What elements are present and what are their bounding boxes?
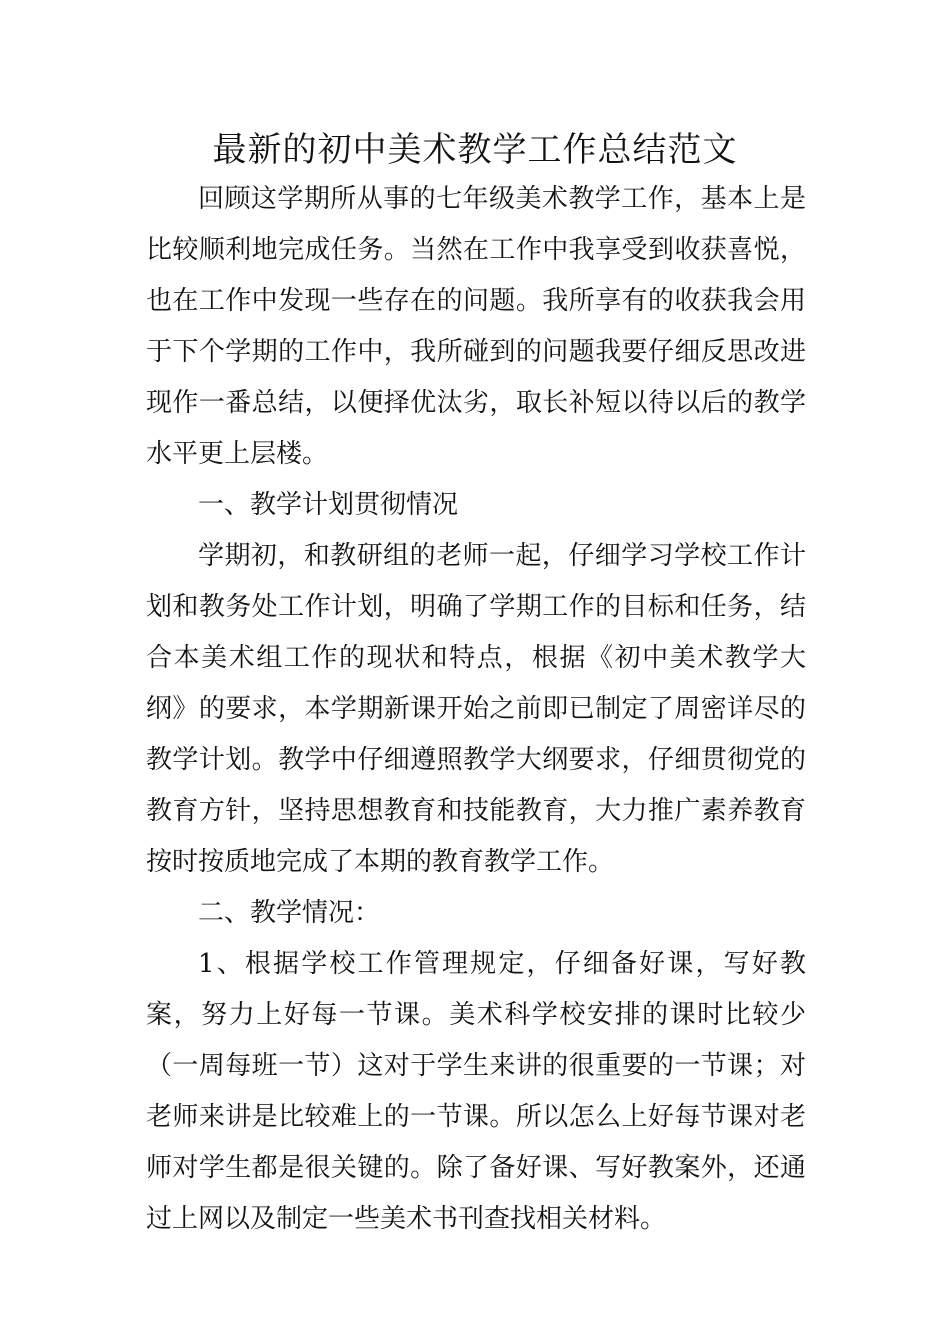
- document-title: 最新的初中美术教学工作总结范文: [212, 130, 738, 170]
- paragraph-plan: 学期初，和教研组的老师一起，仔细学习学校工作计划和教务处工作计划，明确了学期工作的目标和任务，结合本美术组工作的现状和特点，根据《初中美术教学大纲》的要求，本学期新课开始之前即已制定了周密详尽的教学计划。教学中仔细遵照教学大纲要求，仔细贯彻党的教育方针，坚持思想教育和技能教育，大力推广素养教育按时按质地完成了本期的教育教学工作。: [146, 541, 806, 877]
- document-body: [146, 174, 806, 1245]
- section-heading-plan: 一、教学计划贯彻情况: [198, 490, 459, 520]
- paragraph-intro: 回顾这学期所从事的七年级美术教学工作，基本上是比较顺利地完成任务。当然在工作中我享受到收获喜悦，也在工作中发现一些存在的问题。我所享有的收获我会用于下个学期的工作中，我所碰到的问题我要仔细反思改进现作一番总结，以便择优汰劣，取长补短以待以后的教学水平更上层楼。: [146, 184, 806, 469]
- section-heading-teaching: 二、教学情况：: [198, 898, 381, 928]
- paragraph-teaching-1: 1、根据学校工作管理规定，仔细备好课，写好教案，努力上好每一节课。美术科学校安排的课时比较少（一周每班一节）这对于学生来讲的很重要的一节课；对老师来讲是比较难上的一节课。所以怎么上好每节课对老师对学生都是很关键的。除了备好课、写好教案外，还通过上网以及制定一些美术书刊查找相关材料。: [146, 949, 806, 1234]
